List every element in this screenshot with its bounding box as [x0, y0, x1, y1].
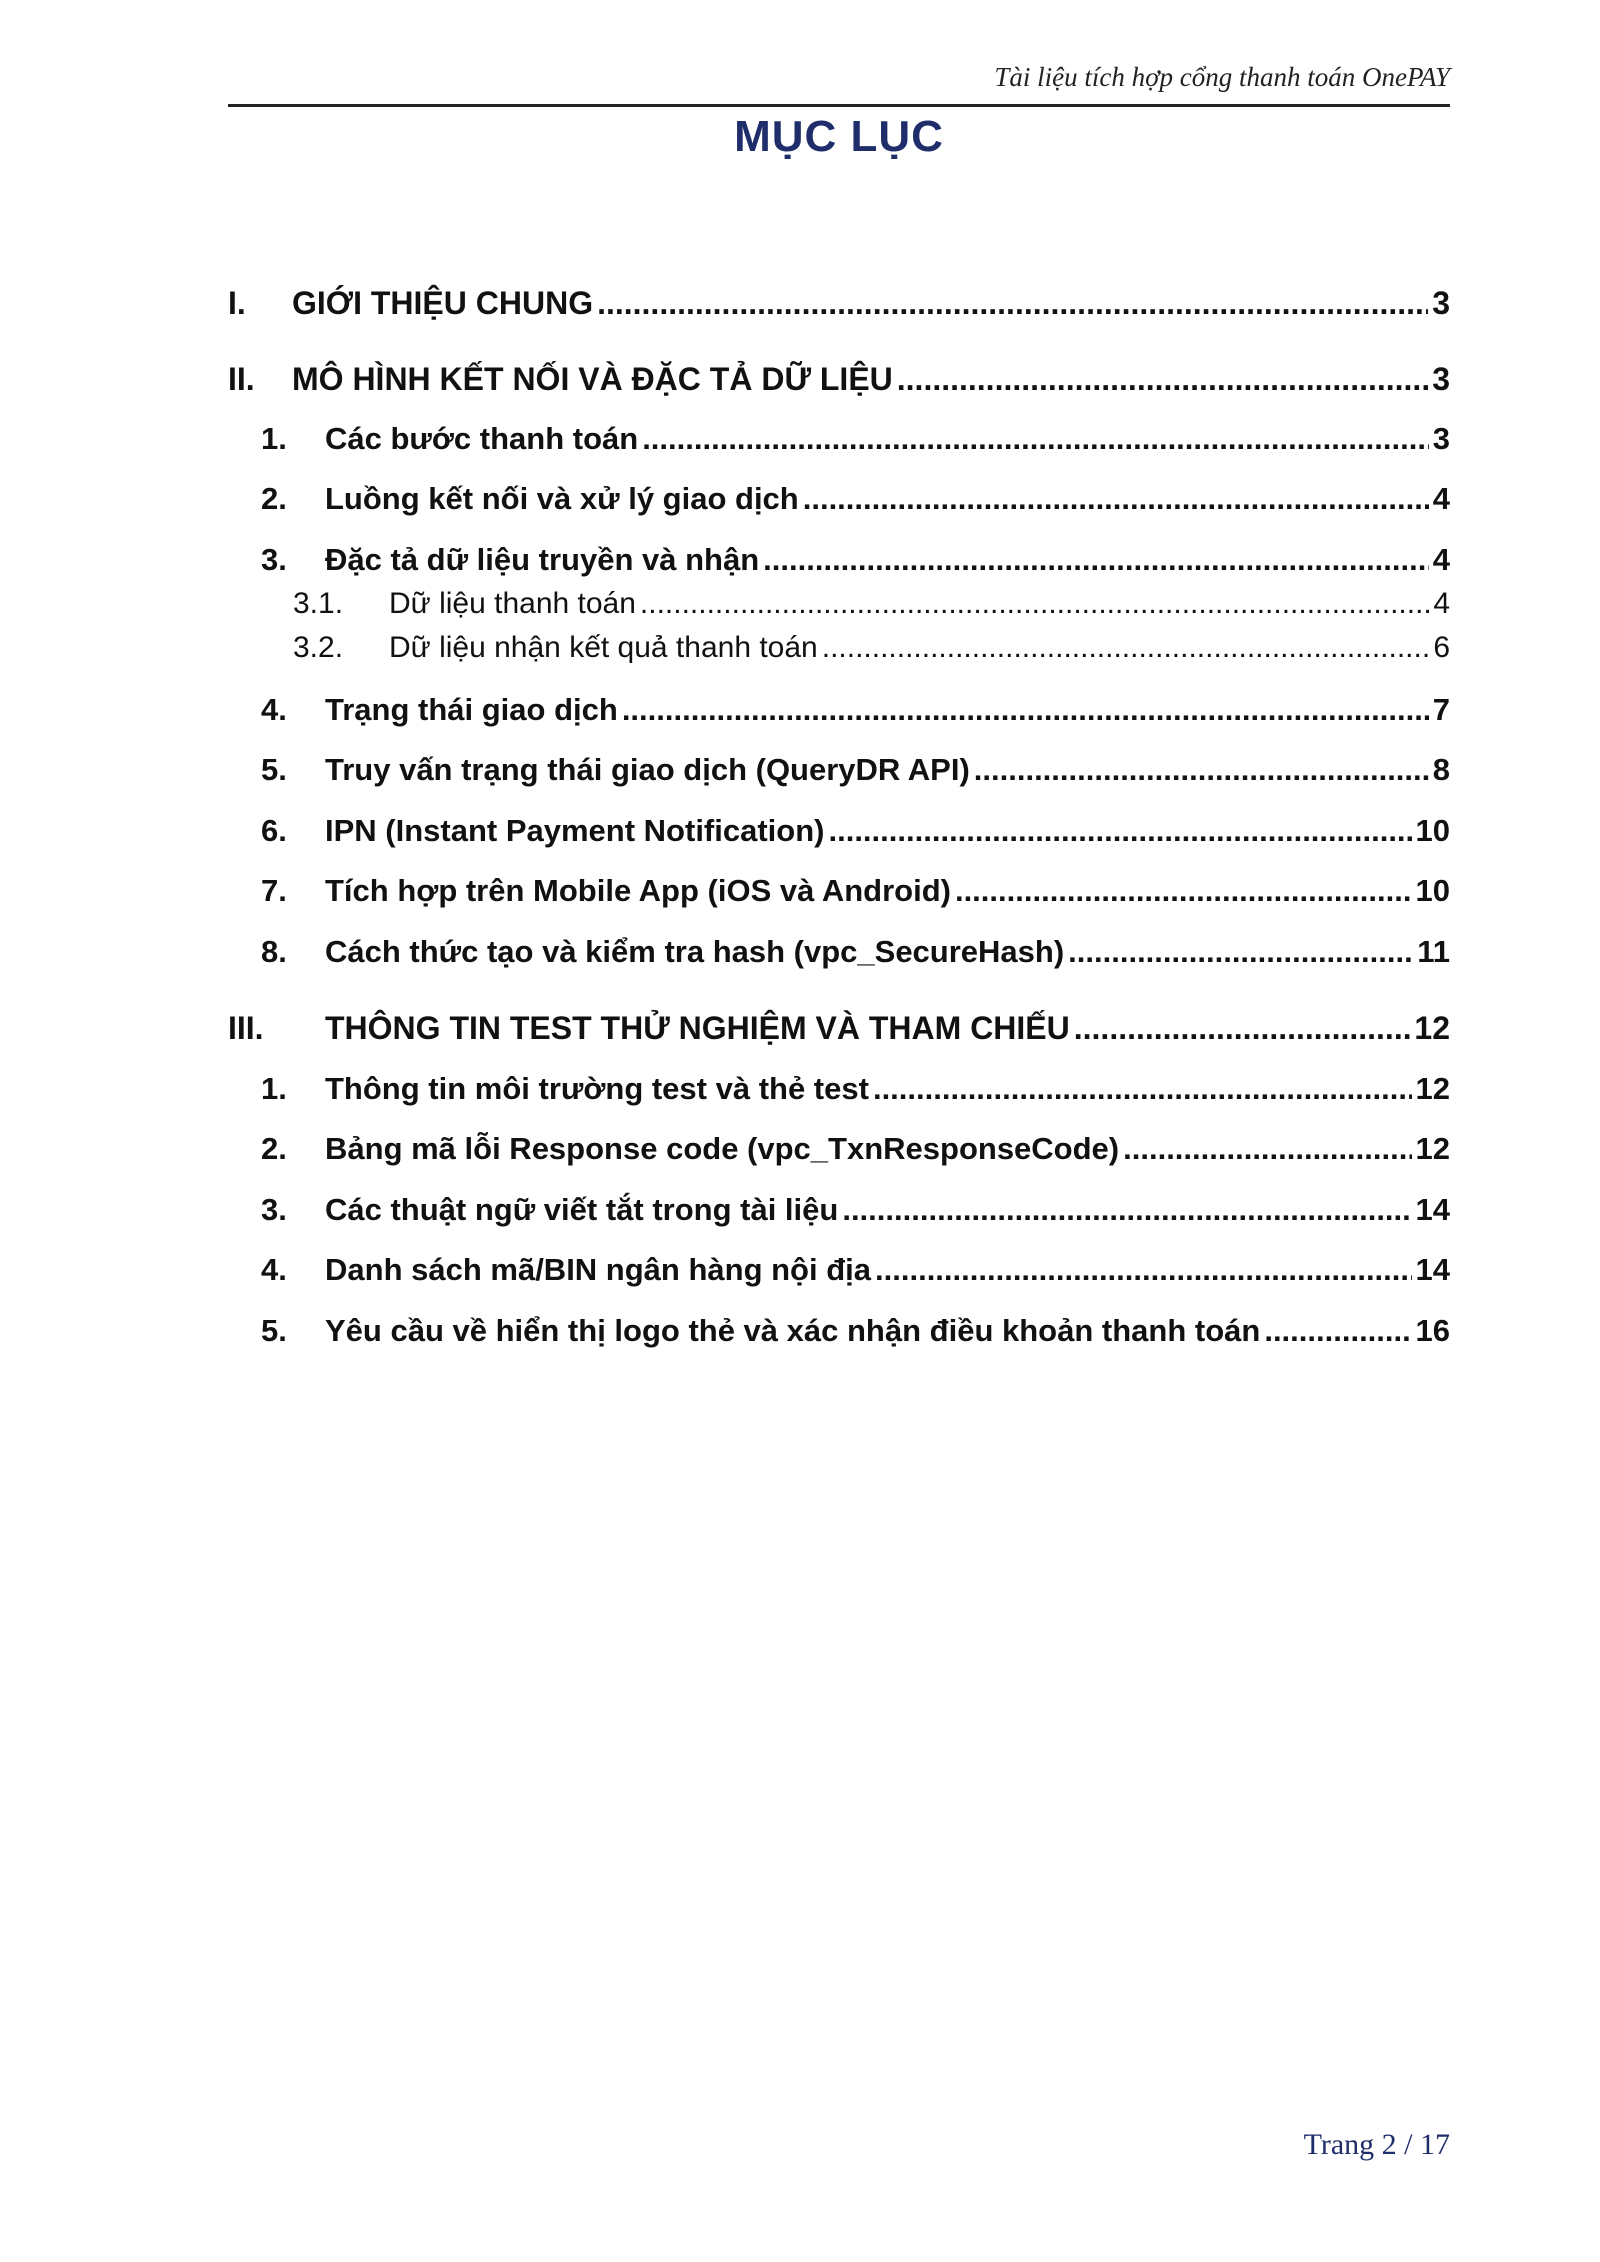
- toc-title: MỤC LỤC: [734, 112, 944, 161]
- dot-leader: [974, 751, 1429, 788]
- toc-entry[interactable]: [228, 420, 1450, 457]
- toc-entry-number: II.: [228, 361, 255, 397]
- toc-entry-page: 12: [1414, 1010, 1450, 1046]
- toc-entry-page: 3: [1432, 361, 1450, 397]
- toc-entry-page: 12: [1415, 1071, 1450, 1106]
- toc-entry-title: IPN (Instant Payment Notification): [325, 813, 825, 848]
- toc-entry-page: 14: [1415, 1252, 1450, 1287]
- toc-entry-title: Các bước thanh toán: [325, 421, 639, 456]
- toc-entry-title: MÔ HÌNH KẾT NỐI VÀ ĐẶC TẢ DỮ LIỆU: [292, 361, 893, 397]
- toc-entry[interactable]: [228, 1130, 1450, 1167]
- toc-entry-number: 7.: [261, 873, 287, 908]
- toc-entry[interactable]: [228, 360, 1450, 398]
- dot-leader: [763, 541, 1429, 578]
- dot-leader: [622, 691, 1429, 728]
- toc-entry[interactable]: [228, 1191, 1450, 1228]
- toc-entry[interactable]: [228, 630, 1450, 666]
- toc-entry[interactable]: [228, 812, 1450, 849]
- toc-entry-title: Đặc tả dữ liệu truyền và nhận: [325, 542, 760, 577]
- dot-leader: [822, 630, 1430, 666]
- toc-entry-title: Dữ liệu nhận kết quả thanh toán: [389, 631, 818, 664]
- toc-entry[interactable]: [228, 691, 1450, 728]
- toc-entry-page: 4: [1433, 587, 1450, 620]
- toc-entry-page: 10: [1415, 813, 1450, 848]
- toc-entry[interactable]: [228, 872, 1450, 909]
- toc-entry-number: I.: [228, 285, 246, 321]
- toc-entry[interactable]: [228, 1070, 1450, 1107]
- toc-entry-number: 3.2.: [293, 631, 344, 664]
- toc-entry-page: 3: [1432, 421, 1450, 456]
- toc-entry-number: 5.: [261, 752, 287, 787]
- toc-entry-title: Bảng mã lỗi Response code (vpc_TxnResponseCode): [325, 1131, 1120, 1166]
- toc-entry-number: III.: [228, 1010, 264, 1046]
- toc-entry-title: Luồng kết nối và xử lý giao dịch: [325, 481, 799, 516]
- toc-entry-page: 4: [1432, 481, 1450, 516]
- page-number-footer: Trang 2 / 17: [1303, 2128, 1450, 2161]
- dot-leader: [597, 284, 1428, 322]
- toc-entry-page: 3: [1432, 285, 1450, 321]
- toc-entry-title: Trạng thái giao dịch: [325, 692, 618, 727]
- dot-leader: [897, 360, 1428, 398]
- dot-leader: [1123, 1130, 1411, 1167]
- toc-entry-title: Dữ liệu thanh toán: [389, 587, 636, 620]
- toc-entry-title: Danh sách mã/BIN ngân hàng nội địa: [325, 1252, 872, 1287]
- toc-entry[interactable]: [228, 1251, 1450, 1288]
- toc-entry-title: THÔNG TIN TEST THỬ NGHIỆM VÀ THAM CHIẾU: [325, 1010, 1070, 1046]
- dot-leader: [1074, 1009, 1411, 1047]
- toc-entry[interactable]: [228, 480, 1450, 517]
- toc-entry-number: 1.: [261, 421, 287, 456]
- toc-entry-title: Yêu cầu về hiển thị logo thẻ và xác nhận điều khoản thanh toán: [325, 1313, 1261, 1348]
- dot-leader: [842, 1191, 1411, 1228]
- toc-entry-title: GIỚI THIỆU CHUNG: [292, 285, 594, 321]
- toc-entry-page: 16: [1415, 1313, 1450, 1348]
- toc-entry-page: 14: [1415, 1192, 1450, 1227]
- toc-entry-page: 7: [1432, 692, 1450, 727]
- toc-entry-number: 8.: [261, 934, 287, 969]
- toc-entry-page: 11: [1417, 934, 1450, 969]
- dot-leader: [640, 586, 1429, 622]
- dot-leader: [828, 812, 1411, 849]
- dot-leader: [873, 1070, 1412, 1107]
- toc-entry-number: 2.: [261, 481, 287, 516]
- toc-entry-page: 4: [1432, 542, 1450, 577]
- toc-entry[interactable]: [228, 284, 1450, 322]
- toc-entry[interactable]: [228, 586, 1450, 622]
- toc-entry-page: 10: [1415, 873, 1450, 908]
- toc-entry-title: Cách thức tạo và kiểm tra hash (vpc_SecureHash): [325, 934, 1065, 969]
- toc-entry-title: Tích hợp trên Mobile App (iOS và Android): [325, 873, 951, 908]
- toc-entry-page: 6: [1433, 631, 1450, 664]
- toc-entry-number: 5.: [261, 1313, 287, 1348]
- toc-entry-number: 4.: [261, 1252, 287, 1287]
- toc-entry[interactable]: [228, 751, 1450, 788]
- toc-entry-number: 4.: [261, 692, 287, 727]
- toc-entry-page: 12: [1415, 1131, 1450, 1166]
- toc-entry-number: 3.: [261, 1192, 287, 1227]
- toc-entry-title: Thông tin môi trường test và thẻ test: [325, 1071, 869, 1106]
- toc-entry-title: Truy vấn trạng thái giao dịch (QueryDR API): [325, 752, 970, 787]
- dot-leader: [875, 1251, 1412, 1288]
- toc-entry-number: 3.1.: [293, 587, 344, 620]
- toc-entry-number: 3.: [261, 542, 287, 577]
- dot-leader: [642, 420, 1429, 457]
- toc-entry-number: 6.: [261, 813, 287, 848]
- running-header: Tài liệu tích hợp cổng thanh toán OnePAY: [994, 62, 1450, 92]
- dot-leader: [803, 480, 1429, 517]
- dot-leader: [1068, 933, 1413, 970]
- toc-entry-number: 2.: [261, 1131, 287, 1166]
- toc-entry-number: 1.: [261, 1071, 287, 1106]
- toc-entry[interactable]: [228, 1009, 1450, 1047]
- toc-entry[interactable]: [228, 1312, 1450, 1349]
- toc-entry[interactable]: [228, 541, 1450, 578]
- dot-leader: [1264, 1312, 1411, 1349]
- dot-leader: [955, 872, 1412, 909]
- toc-entry[interactable]: [228, 933, 1450, 970]
- toc-entry-title: Các thuật ngữ viết tắt trong tài liệu: [325, 1192, 839, 1227]
- toc-entry-page: 8: [1432, 752, 1450, 787]
